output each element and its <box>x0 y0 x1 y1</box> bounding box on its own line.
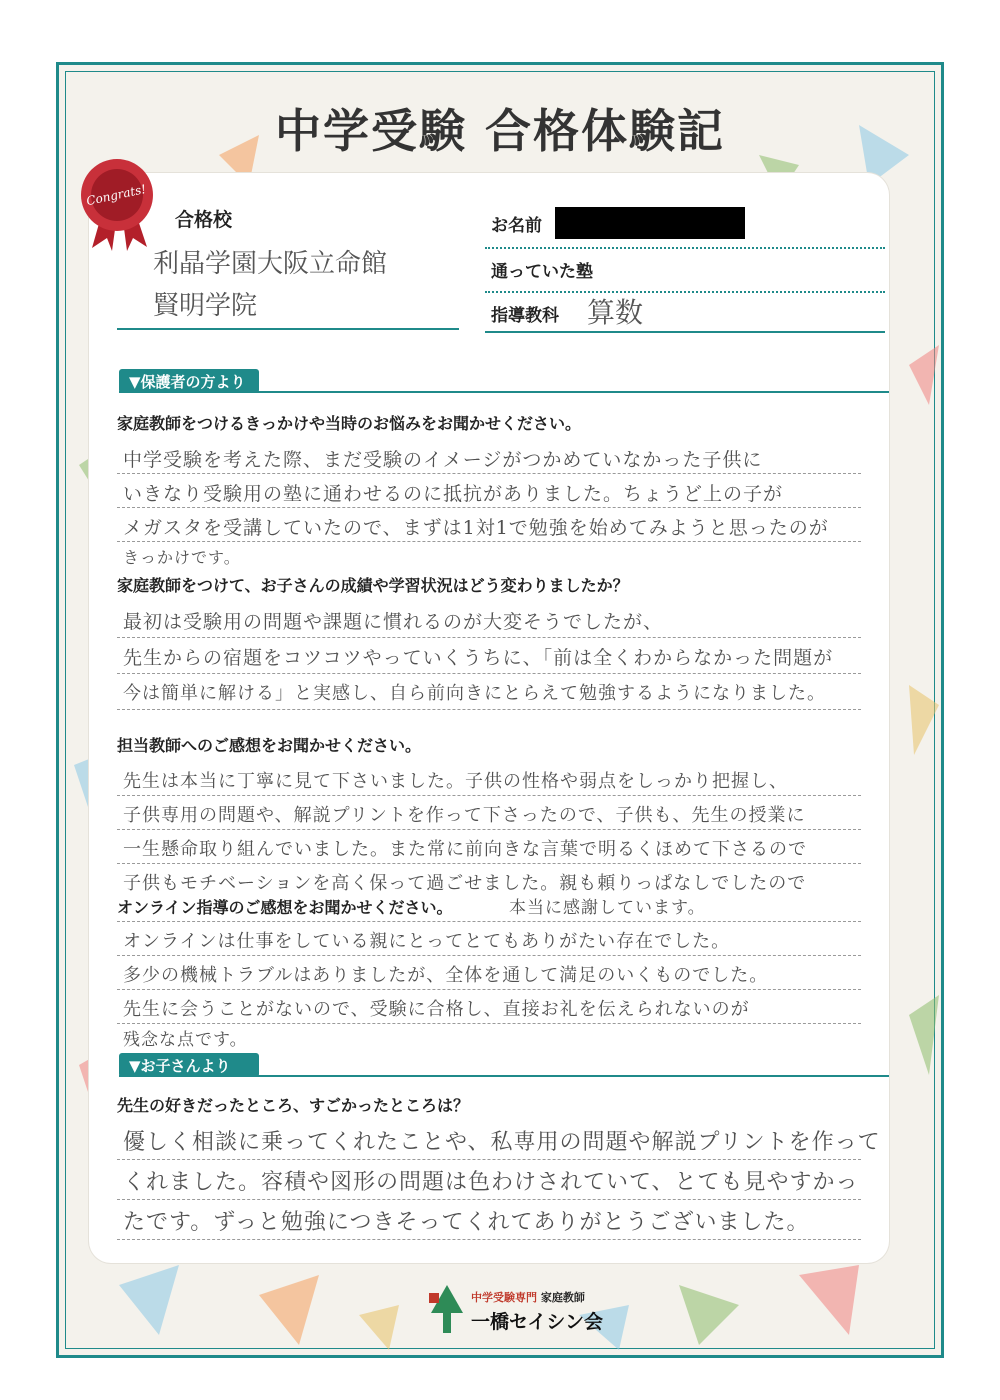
answer-rule <box>117 1239 861 1240</box>
subject-underline <box>485 331 885 333</box>
parent-answer-1-line-2: いきなり受験用の塾に通わせるのに抵抗がありました。ちょうど上の子が <box>123 483 784 505</box>
answer-rule <box>117 709 861 710</box>
parent-section-tag: ▼保護者の方より <box>119 369 259 393</box>
parent-answer-3-line-2: 子供専用の問題や、解説プリントを作って下さったので、子供も、先生の授業に <box>123 805 806 826</box>
subject-value: 算数 <box>587 296 644 329</box>
name-dotted-line <box>485 247 885 249</box>
answer-rule <box>117 507 861 508</box>
parent-answer-1-line-1: 中学受験を考えた際、まだ受験のイメージがつかめていなかった子供に <box>123 449 763 471</box>
parent-answer-4-line-2: 多少の機械トラブルはありましたが、全体を通して満足のいくものでした。 <box>123 965 769 986</box>
child-answer-1-line-1: 優しく相談に乗ってくれたことや、私専用の問題や解説プリントを作って <box>123 1130 881 1155</box>
rosette-text: Congrats! <box>85 181 148 209</box>
school-name-1: 利晶学園大阪立命館 <box>153 249 388 279</box>
parent-answer-3-line-5: 本当に感謝しています。 <box>509 898 706 918</box>
answer-rule <box>117 673 861 674</box>
parent-answer-4-line-3: 先生に会うことがないので、受験に合格し、直接お礼を伝えられないのが <box>123 999 750 1020</box>
name-label: お名前 <box>491 216 542 236</box>
answer-rule <box>117 1199 861 1200</box>
answer-rule <box>117 989 861 990</box>
answer-rule <box>117 637 861 638</box>
answer-rule <box>117 863 861 864</box>
parent-question-3: 担当教師へのご感想をお聞かせください。 <box>117 736 422 755</box>
parent-answer-2-line-1: 最初は受験用の問題や課題に慣れるのが大変そうでしたが、 <box>123 611 664 633</box>
answer-rule <box>117 473 861 474</box>
school-underline <box>117 328 459 330</box>
juku-label: 通っていた塾 <box>491 262 593 282</box>
parent-answer-1-line-4: きっかけです。 <box>123 548 241 567</box>
parent-answer-3-line-1: 先生は本当に丁寧に見て下さいました。子供の性格や弱点をしっかり把握し、 <box>123 771 788 792</box>
name-redaction <box>555 207 745 239</box>
logo-company-name: 一橋セイシン会 <box>471 1311 603 1333</box>
parent-question-1: 家庭教師をつけるきっかけや当時のお悩みをお聞かせください。 <box>117 414 582 433</box>
answer-rule <box>117 921 861 922</box>
parent-answer-2-line-2: 先生からの宿題をコツコツやっていくうちに、「前は全くわからなかった問題が <box>123 647 834 669</box>
child-question-1: 先生の好きだったところ、すごかったところは？ <box>117 1096 470 1115</box>
parent-section-rule <box>119 391 889 393</box>
child-answer-1-line-2: くれました。容積や図形の問題は色わけされていて、とても見やすかっ <box>123 1170 859 1195</box>
answer-rule <box>117 955 861 956</box>
juku-dotted-line <box>485 291 885 293</box>
logo-tagline-dark: 家庭教師 <box>540 1291 585 1304</box>
school-label: 合格校 <box>175 209 233 231</box>
answer-rule <box>117 829 861 830</box>
logo-tagline <box>471 1289 585 1305</box>
parent-question-2: 家庭教師をつけて、お子さんの成績や学習状況はどう変わりましたか？ <box>117 576 629 595</box>
parent-answer-4-line-1: オンラインは仕事をしている親にとってとてもありがたい存在でした。 <box>123 931 731 952</box>
answer-rule <box>117 1159 861 1160</box>
answer-rule <box>117 541 861 542</box>
parent-answer-3-line-4: 子供もモチベーションを高く保って過ごせました。親も頼りっぱなしでしたので <box>123 873 807 894</box>
document-sheet <box>56 62 944 1358</box>
congrats-rosette-icon <box>67 153 167 253</box>
child-section-tag: ▼お子さんより <box>119 1053 259 1077</box>
company-logo <box>429 1283 609 1339</box>
subject-label: 指導教科 <box>491 306 559 326</box>
parent-answer-4-line-4: 残念な点です。 <box>123 1030 248 1050</box>
child-answer-1-line-3: たです。ずっと勉強につきそってくれてありがとうございました。 <box>123 1210 810 1235</box>
school-name-2: 賢明学院 <box>153 291 258 321</box>
parent-question-4: オンライン指導のご感想をお聞かせください。 <box>117 898 453 917</box>
logo-tagline-red: 中学受験専門 <box>471 1291 537 1304</box>
answer-rule <box>117 795 861 796</box>
answer-rule <box>117 1023 861 1024</box>
form-card <box>85 173 889 1263</box>
tree-logo-icon <box>429 1283 465 1335</box>
parent-answer-1-line-3: メガスタを受講していたので、まずは1対1で勉強を始めてみようと思ったのが <box>123 517 829 539</box>
page-title: 中学受験 合格体験記 <box>274 104 725 158</box>
parent-answer-3-line-3: 一生懸命取り組んでいました。また常に前向きな言葉で明るくほめて下さるので <box>123 839 807 860</box>
child-section-rule <box>119 1075 889 1077</box>
parent-answer-2-line-3: 今は簡単に解ける」と実感し、自ら前向きにとらえて勉強するようになりました。 <box>123 683 826 704</box>
